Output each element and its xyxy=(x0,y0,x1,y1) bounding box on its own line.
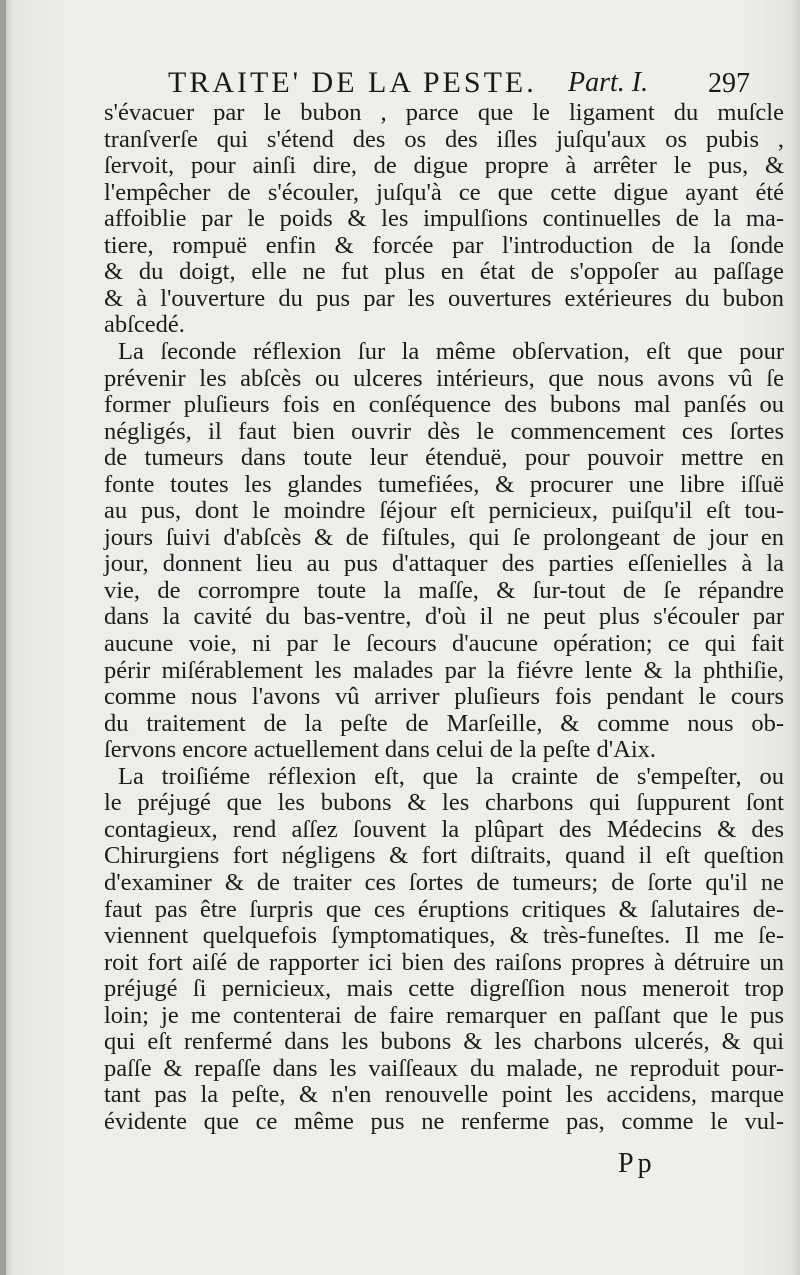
text-line: & du doigt, elle ne fut plus en état de s'oppoſer au paſſage xyxy=(104,258,784,286)
text-line: périr miſérablement les malades par la fiévre lente & la phthiſie, xyxy=(104,656,784,684)
text-line: l'empêcher de s'écouler, juſqu'à ce que cette digue ayant été xyxy=(104,178,784,206)
text-line: au pus, dont le moindre ſéjour eſt pernicieux, puiſqu'il eſt tou- xyxy=(104,497,784,525)
text-line: & à l'ouverture du pus par les ouvertures extérieures du bubon xyxy=(104,284,784,312)
text-line: fonte toutes les glandes tumefiées, & procurer une libre iſſuë xyxy=(104,470,784,498)
text-line: vie, de corrompre toute la maſſe, & ſur-tout de ſe répandre xyxy=(104,576,784,604)
text-line: affoiblie par le poids & les impulſions continuelles de la ma- xyxy=(104,205,784,233)
text-line: d'examiner & de traiter ces ſortes de tumeurs; de ſorte qu'il ne xyxy=(104,868,784,896)
text-line: contagieux, rend aſſez ſouvent la plûpart des Médecins & des xyxy=(104,815,784,843)
text-line: tant pas la peſte, & n'en renouvelle point les accidens, marque xyxy=(104,1081,784,1109)
page-number: 297 xyxy=(708,68,750,99)
text-line: former pluſieurs fois en conſéquence des bubons mal panſés ou xyxy=(104,391,784,419)
text-line: s'évacuer par le bubon , parce que le ligament du muſcle xyxy=(104,99,784,126)
text-line: roit fort aiſé de rapporter ici bien des raiſons propres à détruire un xyxy=(104,948,784,976)
text-line: ſervons encore actuellement dans celui de la peſte d'Aix. xyxy=(104,736,657,764)
text-line: aucune voie, ni par le ſecours d'aucune opération; ce qui fait xyxy=(104,630,784,657)
text-line: faut pas être ſurpris que ces éruptions critiques & ſalutaires de- xyxy=(104,895,784,923)
text-line: le préjugé que les bubons & les charbons qui ſuppurent ſont xyxy=(104,789,784,817)
part-label: Part. I. xyxy=(568,67,649,98)
page-edge xyxy=(0,0,6,1275)
text-line: tiere, rompuë enfin & forcée par l'introduction de la ſonde xyxy=(104,231,784,259)
text-line: loin; je me contenterai de faire remarquer en paſſant que le pus xyxy=(104,1001,784,1029)
text-line: jour, donnent lieu au pus d'attaquer des parties eſſenielles à la xyxy=(104,550,784,578)
text-line: ſervoit, pour ainſi dire, de digue propre à arrêter le pus, & xyxy=(104,152,784,180)
text-line: de tumeurs dans toute leur étenduë, pour pouvoir mettre en xyxy=(104,444,784,472)
text-line: négligés, il faut bien ouvrir dès le commencement ces ſortes xyxy=(104,417,784,445)
text-line: La troiſiéme réflexion eſt, que la crainte de s'empeſter, ou xyxy=(118,762,784,790)
text-line: du traitement de la peſte de Marſeille, & comme nous ob- xyxy=(104,709,784,737)
text-line: dans la cavité du bas-ventre, d'où il ne peut plus s'écouler par xyxy=(104,603,784,631)
text-line: abſcedé. xyxy=(104,311,185,339)
text-line: prévenir les abſcès ou ulceres intérieurs, que nous avons vû ſe xyxy=(104,364,784,392)
text-line: La ſeconde réflexion ſur la même obſervation, eſt que pour xyxy=(118,337,784,365)
running-title: TRAITE' DE LA PESTE. xyxy=(168,66,537,99)
text-line: paſſe & repaſſe dans les vaiſſeaux du malade, ne reproduit pour- xyxy=(104,1054,784,1082)
text-line: qui eſt renfermé dans les bubons & les charbons ulcerés, & qui xyxy=(104,1028,784,1056)
text-line: tranſverſe qui s'étend des os des iſles juſqu'aux os pubis , xyxy=(104,125,784,153)
text-line: comme nous l'avons vû arriver pluſieurs fois pendant le cours xyxy=(104,683,784,711)
text-line: préjugé ſi pernicieux, mais cette digreſſion nous meneroit trop xyxy=(104,975,784,1003)
text-line: Chirurgiens fort négligens & fort diſtraits, quand il eſt queſtion xyxy=(104,842,784,870)
text-line: viennent quelquefois ſymptomatiques, & très-funeſtes. Il me ſe- xyxy=(104,922,784,950)
text-line: jours ſuivi d'abſcès & de fiſtules, qui ſe prolongeant de jour en xyxy=(104,523,784,551)
signature-mark: Pp xyxy=(618,1148,656,1179)
text-line: évidente que ce même pus ne renferme pas, comme le vul- xyxy=(104,1107,784,1135)
